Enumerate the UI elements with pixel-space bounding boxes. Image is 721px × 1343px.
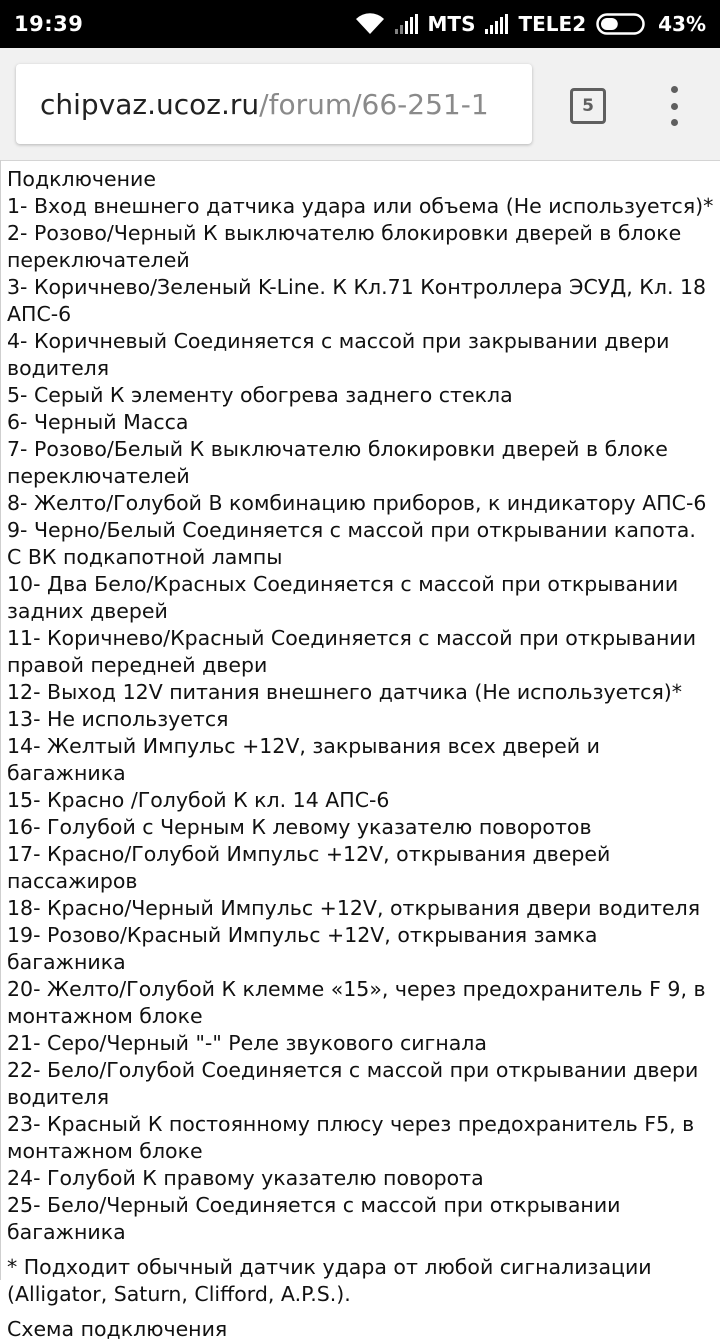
pinout-item: 10- Два Бело/Красных Соединяется с массой при открывании задних дверей	[7, 572, 679, 623]
more-vert-icon-dot	[671, 103, 678, 110]
pinout-item: 20- Желто/Голубой К клемме «15», через предохранитель F 9, в монтажном блоке	[7, 977, 706, 1028]
address-bar[interactable]	[16, 64, 532, 144]
status-indicators	[355, 12, 706, 36]
pinout-item: 13- Не используется	[7, 707, 229, 731]
status-time: 19:39	[14, 12, 84, 36]
pinout-item: 15- Красно /Голубой К кл. 14 АПС-6	[7, 788, 390, 812]
forum-post	[1, 160, 721, 1343]
post-note: * Подходит обычный датчик удара от любой сигнализации (Alligator, Saturn, Clifford, A.P.S.).	[7, 1255, 652, 1306]
browser-menu-button[interactable]	[662, 86, 686, 126]
carrier-name-1: MTS	[427, 12, 476, 36]
battery-icon	[596, 13, 648, 35]
pinout-list	[7, 193, 715, 1246]
pinout-item: 11- Коричнево/Красный Соединяется с массой при открывании правой передней двери	[7, 626, 697, 677]
pinout-item: 22- Бело/Голубой Соединяется с массой при открывании двери водителя	[7, 1058, 699, 1109]
pinout-item: 8- Желто/Голубой В комбинацию приборов, к индикатору АПС-6	[7, 491, 707, 515]
pinout-item: 9- Черно/Белый Соединяется с массой при открывании капота. С ВК подкапотной лампы	[7, 518, 696, 569]
pinout-item: 24- Голубой К правому указателю поворота	[7, 1166, 484, 1190]
url-path: /forum/66-251-1	[259, 87, 489, 121]
pinout-item: 6- Черный Масса	[7, 410, 189, 434]
post-heading: Подключение	[7, 167, 156, 191]
battery-percent: 43%	[658, 12, 706, 36]
pinout-item: 12- Выход 12V питания внешнего датчика (Не используется)*	[7, 680, 683, 704]
pinout-item: 19- Розово/Красный Импульс +12V, открывания замка багажника	[7, 923, 598, 974]
pinout-item: 16- Голубой с Черным К левому указателю поворотов	[7, 815, 592, 839]
tab-count: 5	[582, 96, 594, 116]
browser-toolbar	[0, 48, 720, 161]
pinout-item: 2- Розово/Черный К выключателю блокировки дверей в блоке переключателей	[7, 221, 682, 272]
pinout-item: 25- Бело/Черный Соединяется с массой при открывании багажника	[7, 1193, 621, 1244]
more-vert-icon-dot	[671, 119, 678, 126]
signal-strength-icon-2	[485, 14, 508, 34]
pinout-item: 5- Серый К элементу обогрева заднего стекла	[7, 383, 513, 407]
status-bar	[0, 0, 720, 48]
pinout-item: 1- Вход внешнего датчика удара или объема (Не используется)*	[7, 194, 714, 218]
pinout-item: 7- Розово/Белый К выключателю блокировки дверей в блоке переключателей	[7, 437, 668, 488]
pinout-item: 3- Коричнево/Зеленый K-Line. К Кл.71 Контроллера ЭСУД, Кл. 18 АПС-6	[7, 275, 707, 326]
carrier-name-2: TELE2	[518, 12, 587, 36]
signal-strength-icon-1	[395, 14, 418, 34]
pinout-item: 23- Красный К постоянному плюсу через предохранитель F5, в монтажном блоке	[7, 1112, 695, 1163]
pinout-item: 4- Коричневый Соединяется с массой при закрывании двери водителя	[7, 329, 670, 380]
tab-switcher-button[interactable]	[570, 88, 606, 124]
page-content[interactable]	[0, 160, 721, 1341]
more-vert-icon-dot	[671, 86, 678, 93]
pinout-item: 17- Красно/Голубой Импульс +12V, открывания дверей пассажиров	[7, 842, 611, 893]
pinout-item: 14- Желтый Импульс +12V, закрывания всех дверей и багажника	[7, 734, 600, 785]
url-host: chipvaz.ucoz.ru	[40, 87, 260, 121]
pinout-item: 18- Красно/Черный Импульс +12V, открывания двери водителя	[7, 896, 701, 920]
scheme-label: Схема подключения	[7, 1317, 228, 1341]
wifi-icon	[355, 13, 385, 35]
pinout-item: 21- Серо/Черный "-" Реле звукового сигнала	[7, 1031, 487, 1055]
